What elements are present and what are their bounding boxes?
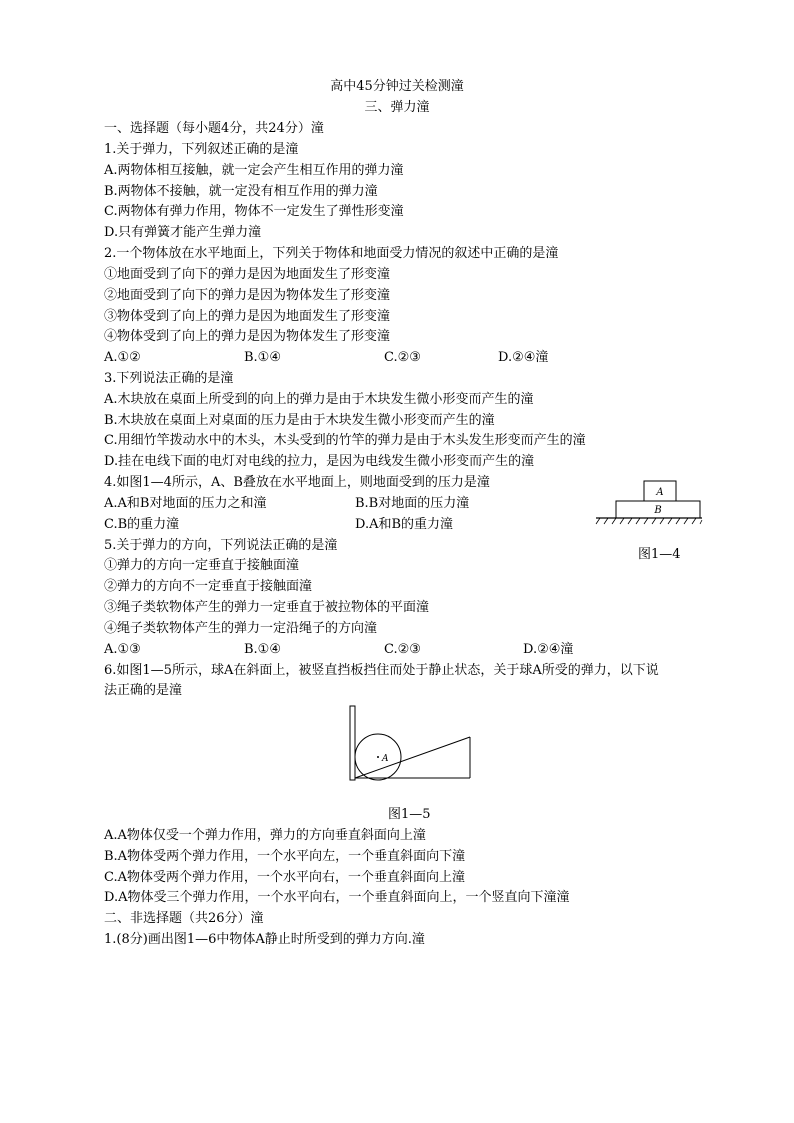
section2-heading: 二、非选择题（共26分）潼 bbox=[104, 911, 264, 926]
block-b-label: B bbox=[654, 505, 662, 516]
q2-option-c: C.②③ bbox=[384, 350, 421, 365]
q5-option-d: D.②④潼 bbox=[523, 642, 574, 657]
q3-option-c: C.用细竹竿拨动水中的木头，木头受到的竹竿的弹力是由于木头发生形变而产生的潼 bbox=[104, 433, 586, 448]
q5-stem: 5.关于弹力的方向，下列说法正确的是潼 bbox=[104, 538, 338, 553]
q4-option-d: D.A和B的重力潼 bbox=[355, 517, 454, 532]
q4-option-a: A.A和B对地面的压力之和潼 bbox=[104, 496, 267, 511]
block-a-label: A bbox=[656, 487, 664, 498]
q6-stem-line2: 法正确的是潼 bbox=[104, 683, 183, 698]
q2-stem: 2.一个物体放在水平地面上，下列关于物体和地面受力情况的叙述中正确的是潼 bbox=[104, 246, 559, 261]
q6-option-a: A.A物体仅受一个弹力作用，弹力的方向垂直斜面向上潼 bbox=[104, 828, 426, 843]
figure-1-4-caption: 图1—4 bbox=[638, 547, 681, 562]
q2-statement-2: ②地面受到了向下的弹力是因为物体发生了形变潼 bbox=[104, 288, 391, 303]
q3-option-b: B.木块放在桌面上对桌面的压力是由于木块发生微小形变而产生的潼 bbox=[104, 413, 495, 428]
q6-option-c: C.A物体受两个弹力作用，一个水平向右，一个垂直斜面向上潼 bbox=[104, 870, 466, 885]
ball-center-dot bbox=[377, 756, 379, 758]
ball-a-label: A bbox=[382, 754, 389, 764]
q4-stem: 4.如图1—4所示，A、B叠放在水平地面上，则地面受到的压力是潼 bbox=[104, 475, 490, 490]
q2-statement-4: ④物体受到了向上的弹力是因为物体发生了形变潼 bbox=[104, 329, 391, 344]
q4-option-b: B.B对地面的压力潼 bbox=[355, 496, 470, 511]
q1-option-a: A.两物体相互接触，就一定会产生相互作用的弹力潼 bbox=[104, 163, 404, 178]
q5-statement-2: ②弹力的方向不一定垂直于接触面潼 bbox=[104, 579, 313, 594]
q1-option-b: B.两物体不接触，就一定没有相互作用的弹力潼 bbox=[104, 184, 378, 199]
ground-hatching bbox=[596, 518, 702, 524]
figure-1-4 bbox=[594, 476, 704, 528]
q5-statement-3: ③绳子类软物体产生的弹力一定垂直于被拉物体的平面潼 bbox=[104, 600, 430, 615]
q6-option-d: D.A物体受三个弹力作用，一个水平向右，一个垂直斜面向上，一个竖直向下潼潼 bbox=[104, 890, 570, 905]
q2-statement-1: ①地面受到了向下的弹力是因为地面发生了形变潼 bbox=[104, 267, 391, 282]
page-subtitle: 三、弹力潼 bbox=[364, 100, 430, 115]
q4-option-c: C.B的重力潼 bbox=[104, 517, 180, 532]
q5-option-c: C.②③ bbox=[384, 642, 421, 657]
q2-option-d: D.②④潼 bbox=[498, 350, 549, 365]
section2-q1: 1.(8分)画出图1—6中物体A静止时所受到的弹力方向.潼 bbox=[104, 932, 425, 947]
q1-option-c: C.两物体有弹力作用，物体不一定发生了弹性形变潼 bbox=[104, 204, 404, 219]
q5-statement-1: ①弹力的方向一定垂直于接触面潼 bbox=[104, 558, 300, 573]
q5-option-a: A.①③ bbox=[104, 642, 141, 657]
section1-heading: 一、选择题（每小题4分，共24分）潼 bbox=[104, 121, 324, 136]
q5-statement-4: ④绳子类软物体产生的弹力一定沿绳子的方向潼 bbox=[104, 621, 378, 636]
vertical-baffle bbox=[350, 706, 355, 780]
q2-option-b: B.①④ bbox=[244, 350, 281, 365]
q6-stem-line1: 6.如图1—5所示，球A在斜面上，被竖直挡板挡住而处于静止状态，关于球A所受的弹力，以下说 bbox=[104, 663, 659, 678]
page-title: 高中45分钟过关检测潼 bbox=[330, 79, 464, 94]
q2-option-a: A.①② bbox=[104, 350, 141, 365]
incline-slope bbox=[355, 737, 470, 778]
figure-1-5-caption: 图1—5 bbox=[388, 807, 431, 822]
q5-option-b: B.①④ bbox=[244, 642, 281, 657]
figure-1-5 bbox=[344, 704, 474, 782]
q6-option-b: B.A物体受两个弹力作用，一个水平向左，一个垂直斜面向下潼 bbox=[104, 849, 466, 864]
q3-option-a: A.木块放在桌面上所受到的向上的弹力是由于木块发生微小形变而产生的潼 bbox=[104, 392, 534, 407]
q1-stem: 1.关于弹力，下列叙述正确的是潼 bbox=[104, 142, 299, 157]
q1-option-d: D.只有弹簧才能产生弹力潼 bbox=[104, 225, 262, 240]
q2-statement-3: ③物体受到了向上的弹力是因为地面发生了形变潼 bbox=[104, 309, 391, 324]
q3-stem: 3.下列说法正确的是潼 bbox=[104, 371, 234, 386]
q3-option-d: D.挂在电线下面的电灯对电线的拉力，是因为电线发生微小形变而产生的潼 bbox=[104, 454, 535, 469]
